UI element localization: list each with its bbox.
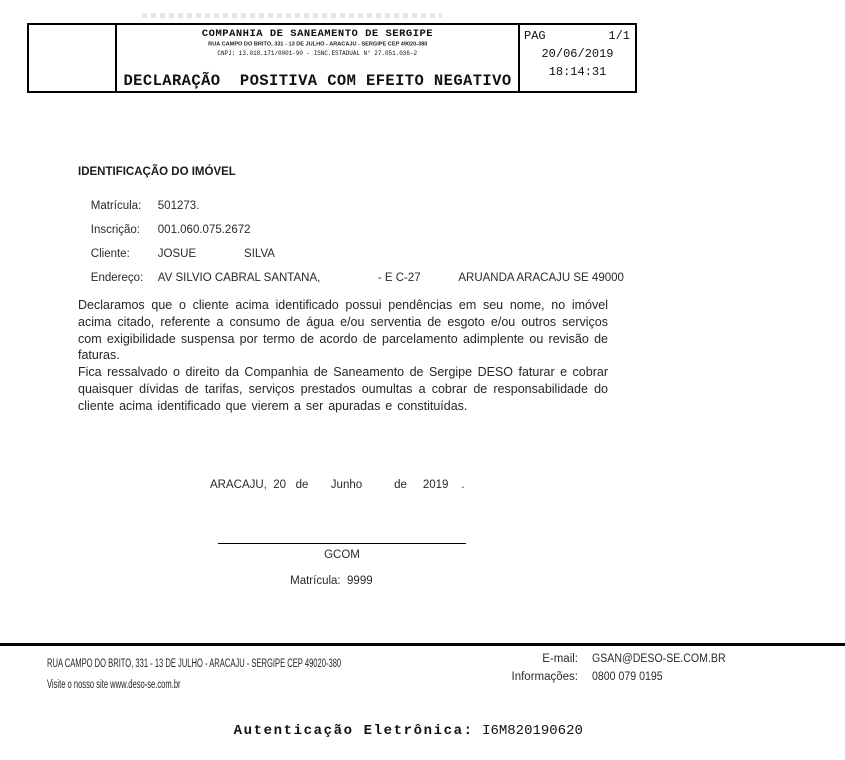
body-paragraph-1: Declaramos que o cliente acima identificado possui pendências em seu nome, no imóvel acima citado, referente a consumo de água e/ou serventia de esgoto e/ou outros serviços com exigibilidade suspensa por termo de acordo de parcelamento adimplente ou revisão de faturas.: [78, 298, 608, 363]
field-value: 001.060.075.2672: [157, 224, 251, 236]
section-title-identificacao: IDENTIFICAÇÃO DO IMÓVEL: [78, 166, 236, 178]
signature-matricula-label: Matrícula:: [290, 575, 341, 587]
page-number: 1/1: [608, 29, 630, 43]
field-label: Inscrição:: [90, 224, 140, 236]
header-box: [27, 23, 637, 93]
signature-name: GCOM: [324, 549, 360, 561]
signature-line: [218, 543, 466, 544]
field-row-endereco: [78, 260, 624, 296]
company-name: COMPANHIA DE SANEAMENTO DE SERGIPE: [201, 28, 434, 40]
declaration-body: [78, 297, 608, 415]
header-page-cell: [520, 25, 639, 91]
footer-email-label: E-mail:: [542, 653, 578, 665]
print-date: 20/06/2019: [541, 47, 614, 61]
field-label: Endereço:: [90, 272, 144, 284]
city-date-line: ARACAJU, 20 de Junho de 2019 .: [210, 479, 465, 491]
clipped-print-artifact: [142, 13, 442, 18]
page-indicator: [520, 27, 639, 45]
field-value: 501273.: [157, 200, 200, 212]
footer-info-label: Informações:: [511, 671, 578, 683]
field-label: Cliente:: [90, 248, 130, 260]
field-value: AV SILVIO CABRAL SANTANA, - E C-27 ARUANDA ARACAJU SE 49000: [157, 272, 624, 284]
footer-site-link[interactable]: Visite o nosso site www.deso-se.com.br: [47, 679, 181, 691]
footer-info-value: 0800 079 0195: [592, 671, 663, 683]
company-address: RUA CAMPO DO BRITO, 331 - 13 DE JULHO - ARACAJU - SERGIPE CEP 49020-380: [207, 40, 428, 47]
signature-matricula-value: 9999: [347, 575, 373, 587]
signature-matricula: [201, 563, 449, 599]
footer-email-value: GSAN@DESO-SE.COM.BR: [592, 653, 726, 665]
footer-divider: [0, 643, 845, 646]
field-value: JOSUE SILVA: [157, 248, 275, 260]
page-label: PAG: [524, 29, 546, 43]
company-cnpj: CNPJ: 13.018.171/0001-90 - ISNC.ESTADUAL N° 27.051.036-2: [217, 50, 418, 57]
header-center-cell: [117, 25, 518, 91]
print-time: 18:14:31: [548, 65, 607, 79]
authentication-code: I6M820190620: [482, 723, 583, 739]
footer-address: RUA CAMPO DO BRITO, 331 - 13 DE JULHO - ARACAJU - SERGIPE CEP 49020-380: [47, 658, 342, 670]
field-label: Matrícula:: [90, 200, 142, 212]
authentication-line: [200, 707, 583, 755]
body-paragraph-2: Fica ressalvado o direito da Companhia de Saneamento de Sergipe DESO faturar e cobrar quaisquer dívidas de tarifas, serviços prestados oumultas a cobrar de responsabilidade do cliente acima identificado que vierem a ser apuradas e constituídas.: [78, 365, 608, 413]
authentication-label: Autenticação Eletrônica:: [233, 723, 474, 739]
document-title: DECLARAÇÃO POSITIVA COM EFEITO NEGATIVO: [123, 72, 512, 90]
